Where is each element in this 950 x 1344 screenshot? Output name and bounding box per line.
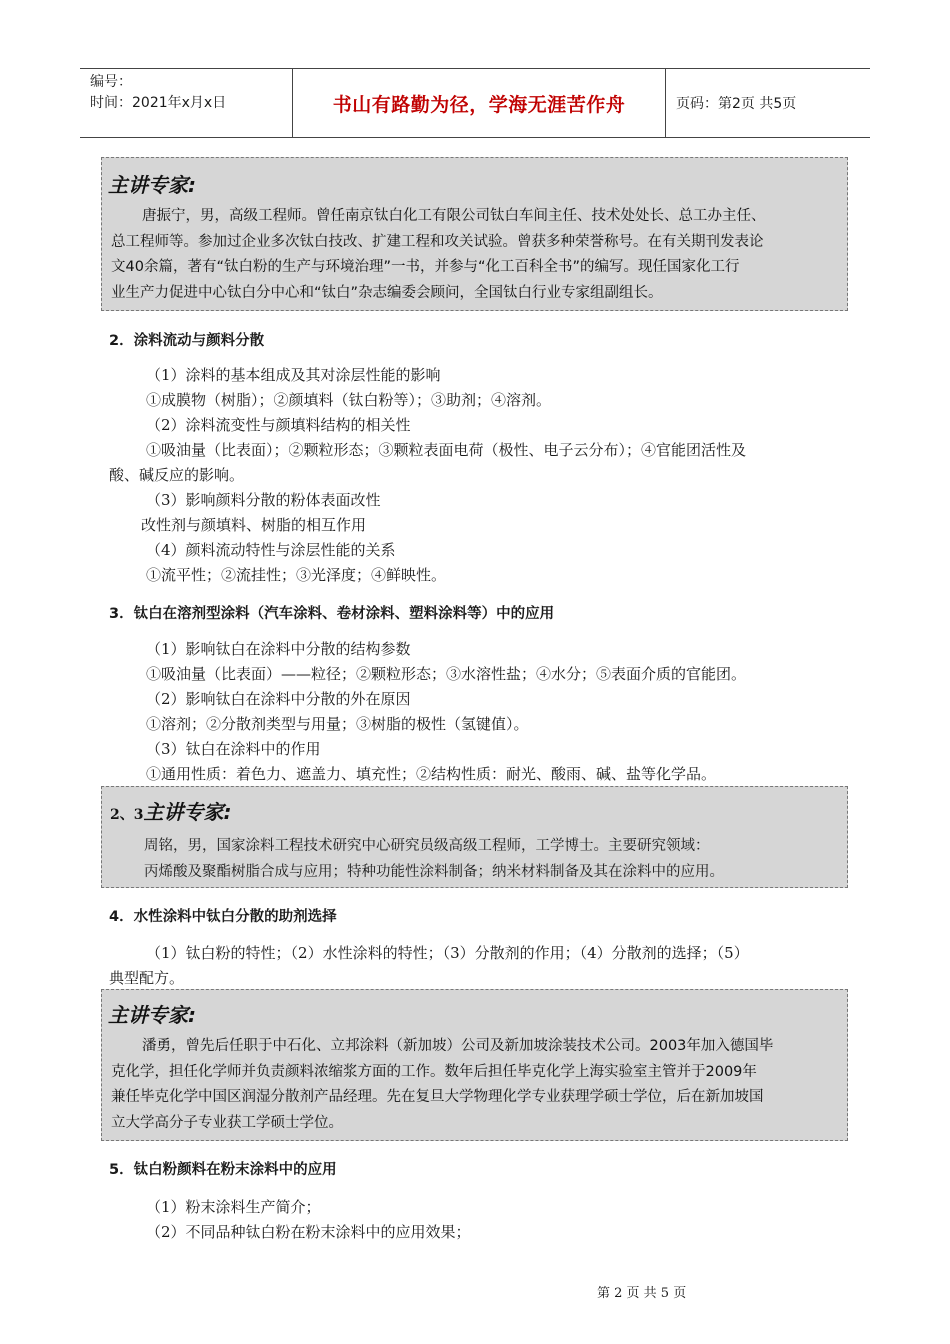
s2-line: 酸、碱反应的影响。 <box>109 466 245 484</box>
expert-bio <box>102 198 847 306</box>
s3-line: （1）影响钛白在涂料中分散的结构参数 <box>146 640 411 658</box>
s3-line: （2）影响钛白在涂料中分散的外在原因 <box>146 690 411 708</box>
s4-line: （1）钛白粉的特性；（2）水性涂料的特性；（3）分散剂的作用；（4）分散剂的选择；（5） <box>146 944 749 962</box>
bio-line: 总工程师等。参加过企业多次钛白技改、扩建工程和攻关试验。曾获多种荣誉称号。在有关期刊发表论 <box>111 233 764 250</box>
section-2-title: 2．涂料流动与颜料分散 <box>109 333 265 349</box>
expert-title: 主讲专家: <box>108 173 196 197</box>
section-4-title: 4．水性涂料中钛白分散的助剂选择 <box>109 909 337 925</box>
time-label: 时间：2021年x月x日 <box>90 95 227 111</box>
motto: 书山有路勤为径，学海无涯苦作舟 <box>293 69 666 137</box>
s3-line: ①溶剂；②分散剂类型与用量；③树脂的极性（氢键值）。 <box>146 715 529 733</box>
bio-line: 兼任毕克化学中国区润湿分散剂产品经理。先在复旦大学物理化学专业获理学硕士学位，后在新加坡国 <box>111 1089 764 1105</box>
s5-line: （1）粉末涂料生产简介； <box>146 1198 321 1216</box>
bio-line: 业生产力促进中心钛白分中心和“钛白”杂志编委会顾问，全国钛白行业专家组副组长。 <box>111 284 663 301</box>
bio-line: 丙烯酸及聚酯树脂合成与应用；特种功能性涂料制备；纳米材料制备及其在涂料中的应用。 <box>144 863 724 880</box>
s5-line: （2）不同品种钛白粉在粉末涂料中的应用效果； <box>146 1223 471 1241</box>
bio-line: 周铭，男，国家涂料工程技术研究中心研究员级高级工程师，工学博士。主要研究领域： <box>144 838 710 854</box>
page-footer: 第 2 页 共 5 页 <box>597 1286 687 1301</box>
bio-line: 克化学，担任化学师并负责颜料浓缩浆方面的工作。数年后担任毕克化学上海实验室主管并于2009年 <box>111 1063 757 1080</box>
expert-box-2 <box>101 786 848 888</box>
section-5-title: 5．钛白粉颜料在粉末涂料中的应用 <box>109 1162 337 1178</box>
expert-title: 主讲专家: <box>143 800 232 824</box>
bio-line: 立大学高分子专业获工学硕士学位。 <box>111 1114 343 1131</box>
s2-line: （1）涂料的基本组成及其对涂层性能的影响 <box>146 366 441 384</box>
bio-line: 文40余篇，著有“钛白粉的生产与环境治理”一书，并参与“化工百科全书”的编写。现任国家化工行 <box>111 259 740 275</box>
page-label: 页码：第2页 共5页 <box>676 96 797 112</box>
header-meta <box>80 69 293 137</box>
s4-line: 典型配方。 <box>109 969 185 987</box>
expert-prefix: 2、3 <box>110 807 144 823</box>
expert-box-3 <box>101 989 848 1141</box>
s2-line: ①吸油量（比表面）；②颗粒形态；③颗粒表面电荷（极性、电子云分布）；④官能团活性及 <box>146 441 747 459</box>
page-header <box>80 68 870 138</box>
expert-bio <box>102 1028 847 1136</box>
number-label: 编号： <box>90 74 132 90</box>
s2-line: ①流平性；②流挂性；③光泽度；④鲜映性。 <box>146 566 447 584</box>
s3-line: ①通用性质：着色力、遮盖力、填充性；②结构性质：耐光、酸雨、碱、盐等化学品。 <box>146 765 717 783</box>
expert-bio <box>102 828 847 885</box>
expert-title: 主讲专家: <box>108 1003 196 1027</box>
s2-line: （4）颜料流动特性与涂层性能的关系 <box>146 541 396 559</box>
expert-title-row <box>102 787 847 828</box>
bio-line: 潘勇，曾先后任职于中石化、立邦涂料（新加坡）公司及新加坡涂装技术公司。2003年加入德国毕 <box>142 1038 774 1054</box>
bio-line: 唐振宁，男，高级工程师。曾任南京钛白化工有限公司钛白车间主任、技术处处长、总工办主任、 <box>142 208 766 224</box>
expert-box-1 <box>101 157 848 311</box>
s2-line: （2）涂料流变性与颜填料结构的相关性 <box>146 416 411 434</box>
s2-line: ①成膜物（树脂）；②颜填料（钛白粉等）；③助剂；④溶剂。 <box>146 391 552 409</box>
section-3-title: 3．钛白在溶剂型涂料（汽车涂料、卷材涂料、塑料涂料等）中的应用 <box>109 606 555 622</box>
s2-line: 改性剂与颜填料、树脂的相互作用 <box>141 516 367 534</box>
s2-line: （3）影响颜料分散的粉体表面改性 <box>146 491 381 509</box>
s3-line: ①吸油量（比表面）——粒径；②颗粒形态；③水溶性盐；④水分；⑤表面介质的官能团。 <box>146 665 747 683</box>
s3-line: （3）钛白在涂料中的作用 <box>146 740 321 758</box>
